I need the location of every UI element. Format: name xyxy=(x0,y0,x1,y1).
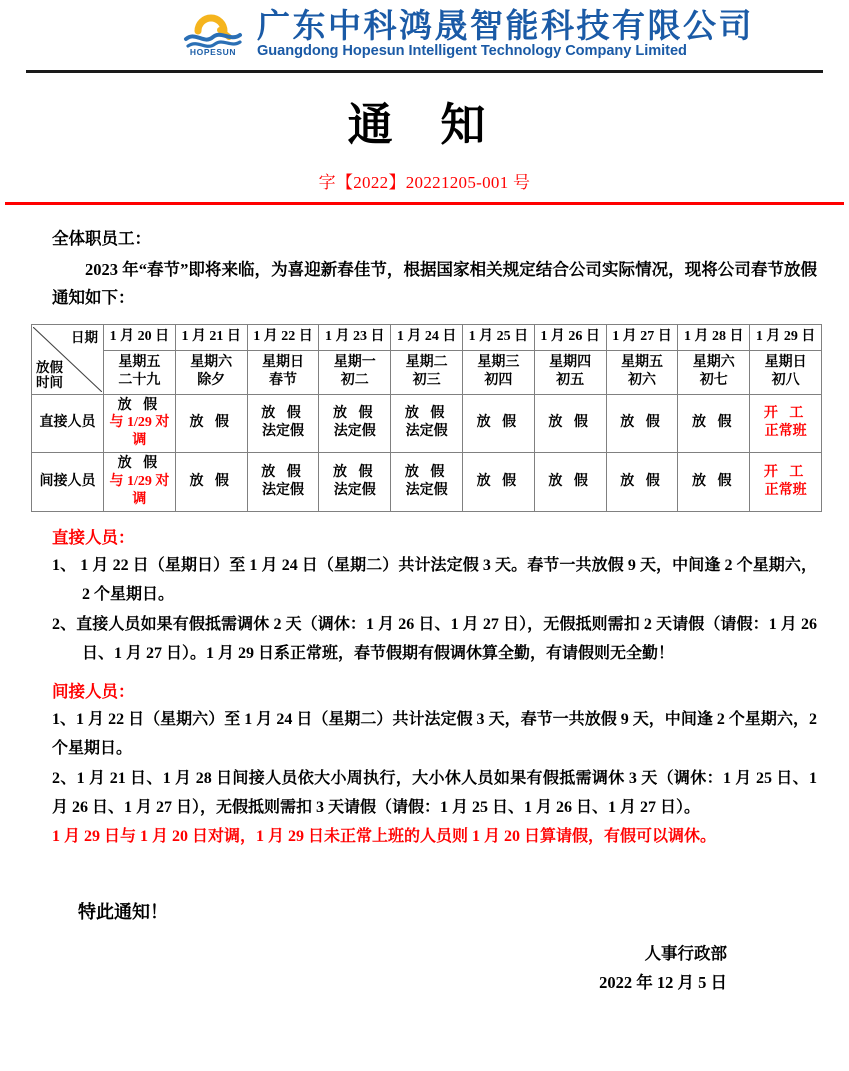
weekday-header-cell: 星期一 初二 xyxy=(319,350,391,394)
schedule-cell: 放 假 xyxy=(462,453,534,512)
schedule-cell: 开 工 正常班 xyxy=(750,453,822,512)
date-header-cell: 1 月 21 日 xyxy=(175,324,247,350)
date-header-cell: 1 月 20 日 xyxy=(104,324,176,350)
corner-date-label: 日期 xyxy=(71,329,98,345)
weekday-header-cell: 星期日 春节 xyxy=(247,350,319,394)
schedule-cell: 放 假 xyxy=(678,453,750,512)
intro-paragraph: 2023 年“春节”即将来临，为喜迎新春佳节，根据国家相关规定结合公司实际情况，现将公司春节放假通知如下： xyxy=(52,259,817,308)
schedule-cell: 放 假 xyxy=(606,453,678,512)
date-header-cell: 1 月 29 日 xyxy=(750,324,822,350)
schedule-cell: 放 假 法定假 xyxy=(319,453,391,512)
indirect-personnel-heading: 间接人员： xyxy=(52,681,135,701)
schedule-cell: 放 假 法定假 xyxy=(247,453,319,512)
schedule-cell: 放 假 xyxy=(606,394,678,453)
company-name-en: Guangdong Hopesun Intelligent Technology Company Limited xyxy=(257,43,687,60)
weekday-header-cell: 星期三 初四 xyxy=(462,350,534,394)
weekday-header-cell: 星期六 初七 xyxy=(678,350,750,394)
salutation: 全体职员工： xyxy=(52,228,151,248)
indirect-note-3-highlight: 1 月 29 日与 1 月 20 日对调，1 月 29 日未正常上班的人员则 1 月 20 日算请假，有假可以调休。 xyxy=(52,828,717,846)
date-header-cell: 1 月 28 日 xyxy=(678,324,750,350)
date-header-cell: 1 月 27 日 xyxy=(606,324,678,350)
weekday-header-cell: 星期五 二十九 xyxy=(104,350,176,394)
indirect-note-1: 1、1 月 22 日（星期六）至 1 月 24 日（星期二）共计法定假 3 天，春节一共放假 9 天，中间逢 2 个星期六，2 个星期日。 xyxy=(52,710,817,758)
schedule-cell: 放 假 法定假 xyxy=(247,394,319,453)
date-header-cell: 1 月 22 日 xyxy=(247,324,319,350)
schedule-cell: 放 假 xyxy=(175,453,247,512)
signing-department: 人事行政部 xyxy=(644,943,727,963)
table-corner-cell xyxy=(32,324,104,394)
weekday-header-cell: 星期五 初六 xyxy=(606,350,678,394)
document-number: 字【2022】20221205-001 号 xyxy=(318,172,531,192)
date-header-cell: 1 月 26 日 xyxy=(534,324,606,350)
table-row xyxy=(32,453,822,512)
schedule-cell: 放 假 与 1/29 对 调 xyxy=(104,453,176,512)
holiday-schedule-table xyxy=(31,324,822,512)
company-name-block xyxy=(257,5,754,60)
weekday-header-cell: 星期四 初五 xyxy=(534,350,606,394)
corner-time-label: 放假 时间 xyxy=(36,359,63,390)
weekday-header-cell: 星期六 除夕 xyxy=(175,350,247,394)
row-label-indirect: 间接人员 xyxy=(32,453,104,512)
schedule-cell: 放 假 xyxy=(678,394,750,453)
letterhead xyxy=(26,0,823,68)
schedule-cell: 放 假 法定假 xyxy=(319,394,391,453)
company-name-cn: 广东中科鸿晟智能科技有限公司 xyxy=(257,5,754,45)
hopesun-logo-icon xyxy=(182,11,244,51)
row-label-direct: 直接人员 xyxy=(32,394,104,453)
schedule-cell: 放 假 xyxy=(175,394,247,453)
date-header-cell: 1 月 23 日 xyxy=(319,324,391,350)
weekday-header-cell: 星期二 初三 xyxy=(391,350,463,394)
title-red-divider xyxy=(5,202,844,205)
indirect-note-2: 2、1 月 21 日、1 月 28 日间接人员依大小周执行，大小休人员如果有假抵需调休 3 天（调休：1 月 25 日、1 月 26 日、1 月 27 日），无假抵则需扣 3 天请假（请假：1 月 25 日、1 月 26 日、1 月 27 日）。 xyxy=(52,769,817,816)
direct-note-2: 2、直接人员如果有假抵需调休 2 天（调休：1 月 26 日、1 月 27 日），无假抵则需扣 2 天请假（请假：1 月 26 日、1 月 27 日）。1 月 29 日系正常班，春节假期有假调休算全勤，有请假则无全勤！ xyxy=(52,615,817,663)
date-header-cell: 1 月 25 日 xyxy=(462,324,534,350)
signature-block xyxy=(26,940,823,998)
schedule-cell: 放 假 xyxy=(534,453,606,512)
date-header-cell: 1 月 24 日 xyxy=(391,324,463,350)
table-row xyxy=(32,394,822,453)
notes-section xyxy=(26,524,823,852)
schedule-cell: 放 假 法定假 xyxy=(391,453,463,512)
weekday-header-cell: 星期日 初八 xyxy=(750,350,822,394)
logo-wordmark: HOPESUN xyxy=(189,47,237,57)
schedule-cell: 放 假 与 1/29 对 调 xyxy=(104,394,176,453)
table-header-row-weekdays xyxy=(32,350,822,394)
direct-note-1: 1、 1 月 22 日（星期日）至 1 月 24 日（星期二）共计法定假 3 天。春节一共放假 9 天，中间逢 2 个星期六，2 个星期日。 xyxy=(52,556,817,604)
signing-date: 2022 年 12 月 5 日 xyxy=(599,972,727,992)
closing-statement: 特此通知！ xyxy=(78,901,168,922)
page-title: 通 知 xyxy=(347,98,502,151)
schedule-cell: 放 假 xyxy=(462,394,534,453)
schedule-cell: 放 假 xyxy=(534,394,606,453)
table-header-row-dates xyxy=(32,324,822,350)
direct-personnel-heading: 直接人员： xyxy=(52,527,135,547)
company-logo xyxy=(175,11,251,57)
schedule-cell: 开 工 正常班 xyxy=(750,394,822,453)
schedule-cell: 放 假 法定假 xyxy=(391,394,463,453)
